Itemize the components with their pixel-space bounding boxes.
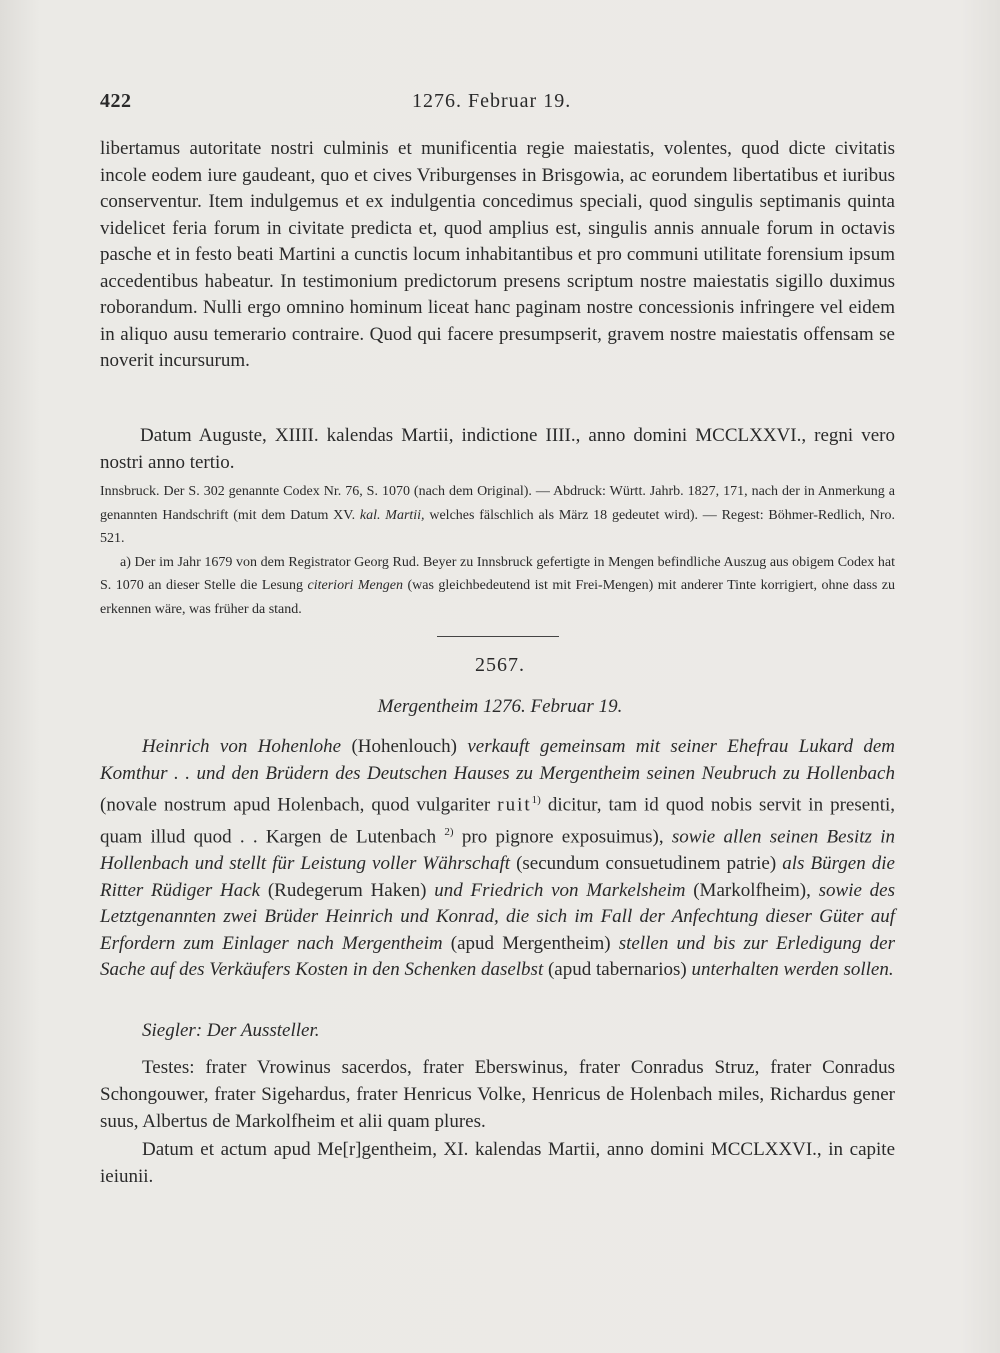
- main-paragraph: libertamus autoritate nostri culminis et munificentia regie maiestatis, volentes, quod dicte civitatis incole eodem iure gaudeant, quo et cives Vriburgenses in Brisgowia, ac eorundem libertatibus et iuribus conserventur. Item indulgemus et ex indulgentia concedimus speciali, quod singulis septimanis quinta videlicet feria forum in civitate predicta et, quod amplius est, singulis annis annuale forum in octavis pasche et in festo beati Martini a cunctis locum inhabitantibus et pro communi utilitate forensium ipsum accedentibus habeatur. In testimonium predictorum presens scriptum nostre maiestatis sigillo duximus roborandum. Nulli ergo omnino hominum liceat hanc paginam nostre concessionis infringere vel eidem in aliquo ausu temerario contraire. Quod qui facere presumpserit, gravem nostre maiestatis offensam se noverit incursurum.: [100, 138, 895, 371]
- source-note-italic: kal. Martii,: [359, 507, 425, 523]
- source-note-text: Innsbruck. Der S. 302 genannte Codex Nr. 76, S. 1070 (nach dem Original). — Abdruck: Württ. Jahrb. 1827, 171, nach der in Anmerkung a genannten Handschrift (mit dem Datum XV.: [100, 484, 895, 523]
- footnote-ref: 2): [444, 826, 454, 839]
- regest-paragraph: [100, 734, 895, 984]
- regest-seg: (Hohenlouch): [341, 736, 468, 757]
- regest-seg: Heinrich von Hohenlohe: [142, 736, 342, 757]
- running-head: 1276. Februar 19.: [412, 90, 572, 112]
- page-number: 422: [100, 90, 132, 112]
- regest-seg: (novale nostrum apud Holenbach, quod vulgariter: [100, 794, 498, 816]
- regest-seg: (Markolfheim),: [685, 879, 819, 901]
- signer-line: Siegler: Der Aussteller.: [142, 1020, 320, 1041]
- regest-seg: dicitur, tam id quod nobis servit in presenti, quam illud quod . . Kargen de Lutenbach: [100, 794, 895, 848]
- note-a-suffix: (was gleichbedeutend ist mit Frei-Mengen) mit anderer Tinte korrigiert, ohne dass zu erkennen wäre, was früher da stand.: [100, 578, 895, 617]
- witnesses: [100, 1054, 895, 1135]
- datum-clause-2: [100, 1136, 895, 1190]
- regest-seg: ruit: [497, 794, 532, 816]
- regest: [100, 734, 895, 984]
- regest-seg: pro pignore exposuimus),: [453, 826, 672, 848]
- regest-seg: stellen und bis zur Erledigung der Sache auf des Verkäufers Kosten in den Schenken daselbst: [100, 932, 895, 981]
- main-text: [100, 136, 895, 375]
- regest-seg: (Rudegerum Haken): [260, 879, 435, 901]
- regest-seg: (secundum consuetudinem patrie): [510, 853, 783, 875]
- regest-seg: (apud Mergentheim): [442, 932, 619, 954]
- source-note: [100, 480, 895, 551]
- document-number: 2567.: [475, 654, 525, 676]
- regest-seg: unterhalten werden sollen.: [691, 959, 894, 981]
- section-divider: [437, 636, 559, 637]
- datum-1-text: Datum Auguste, XIIII. kalendas Martii, indictione IIII., anno domini MCCLXXVI., regni vero nostri anno tertio.: [100, 425, 895, 473]
- footnotes: [100, 480, 895, 621]
- regest-seg: sowie allen seinen Besitz in Hollenbach und stellt für Leistung voller Währschaft: [100, 826, 895, 875]
- note-a: [100, 551, 895, 622]
- regest-seg: sowie des Letztgenannten zwei Brüder Heinrich und Konrad, die sich im Fall der Anfechtung dieser Güter auf Erfordern zum Einlager nach Mergentheim: [100, 879, 896, 954]
- regest-seg: und Friedrich von Markelsheim: [434, 879, 686, 901]
- datum-clause-1: [100, 423, 895, 476]
- regest-seg: als Bürgen die Ritter Rüdiger Hack: [100, 853, 895, 901]
- page-header: [100, 90, 900, 120]
- regest-seg: verkauft gemeinsam mit seiner Ehefrau Lukard dem Komthur . . und den Brüdern des Deutschen Hauses zu Mergentheim seinen Neubruch zu Hollenbach: [100, 736, 896, 784]
- note-a-italic: citeriori Mengen: [307, 578, 403, 593]
- regest-seg: (apud tabernarios): [543, 959, 692, 981]
- source-note-suffix: welches fälschlich als März 18 gedeutet wird). — Regest: Böhmer-Redlich, Nro. 521.: [100, 507, 895, 546]
- datum-2-text: Datum et actum apud Me[r]gentheim, XI. kalendas Martii, anno domini MCCLXXVI., in capite ieiunii.: [100, 1139, 895, 1187]
- footnote-ref: 1): [531, 794, 541, 807]
- note-a-text: a) Der im Jahr 1679 von dem Registrator Georg Rud. Beyer zu Innsbruck gefertigte in Mengen befindliche Auszug aus obigem Codex hat S. 1070 an dieser Stelle die Lesung: [100, 554, 895, 593]
- witnesses-text: Testes: frater Vrowinus sacerdos, frater Eberswinus, frater Conradus Struz, frater Conradus Schongouwer, frater Sigehardus, frater Henricus Volke, Henricus de Holenbach miles, Richardus gener suus, Albertus de Markolfheim et alii quam plures.: [100, 1057, 895, 1132]
- document-place-date: Mergentheim 1276. Februar 19.: [377, 696, 623, 717]
